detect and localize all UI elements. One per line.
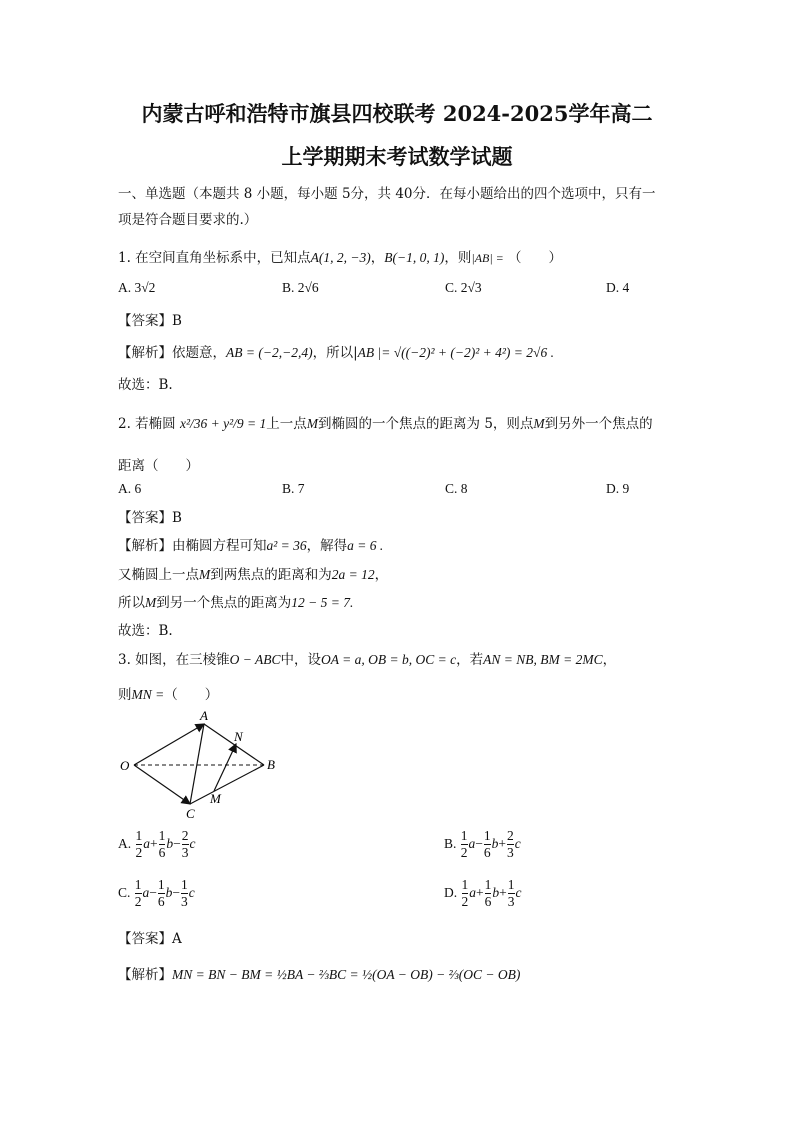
frac xyxy=(462,878,469,909)
q2-text3: 到另外一个焦点的 xyxy=(544,416,653,432)
num: 1 xyxy=(158,828,166,843)
vec-c: c xyxy=(189,835,196,851)
q2-answer: 【答案】B xyxy=(118,510,182,526)
vec-a: a xyxy=(469,884,476,900)
vec-c: c xyxy=(514,835,521,851)
q3-opt-b-label: B. xyxy=(444,835,457,851)
q2-a1b: ，解得 xyxy=(306,538,348,554)
vec-c: c xyxy=(188,884,195,900)
den: 3 xyxy=(181,845,189,861)
vec-b: b xyxy=(491,835,499,851)
q1-analysis xyxy=(118,341,554,361)
q2-prefix: 2. 若椭圆 xyxy=(118,416,176,432)
den: 2 xyxy=(460,845,468,861)
q2-analysis-label: 【解析】 xyxy=(118,538,172,554)
frac xyxy=(181,878,188,909)
edge-cb xyxy=(190,765,264,804)
q2-a1-math: a² = 36 xyxy=(266,538,307,553)
label-c: C xyxy=(186,806,195,821)
q1-opt-c-label: C. xyxy=(445,280,458,295)
q3-text2: ，若 xyxy=(456,652,484,668)
q3-option-a xyxy=(118,829,196,860)
frac xyxy=(158,878,165,909)
q1-option-c xyxy=(445,280,482,296)
den: 6 xyxy=(158,845,166,861)
num: 1 xyxy=(461,877,469,892)
q1-point-a: A(1, 2, −3) xyxy=(310,250,371,265)
label-o: O xyxy=(120,758,130,773)
q1-opt-a-text: 3√2 xyxy=(134,280,156,295)
op: + xyxy=(476,884,484,900)
frac xyxy=(507,829,514,860)
q3-stem-cont xyxy=(118,683,218,703)
paper-title-line1: 内蒙古呼和浩特市旗县四校联考 2024-2025学年高二 xyxy=(141,101,653,126)
op: + xyxy=(499,884,507,900)
vec-b: b xyxy=(492,884,500,900)
q3-analysis-eq: MN = BN − BM = ½BA − ⅔BC = ½(OA − OB) − ⅔(OC − OB) xyxy=(172,967,521,982)
edge-oa xyxy=(134,724,204,765)
num: 1 xyxy=(181,877,188,892)
q2-a2-math: 2a = 12 xyxy=(331,567,375,582)
q2-a2c: ， xyxy=(374,567,389,583)
label-m: M xyxy=(210,791,221,806)
q1-analysis-vec: AB = (−2,−2,4) xyxy=(226,345,313,360)
q1-analysis-label: 【解析】 xyxy=(118,345,172,361)
op: − xyxy=(475,835,483,851)
q1-option-d: D. 4 xyxy=(606,280,630,295)
num: 1 xyxy=(484,877,492,892)
q1-conclusion: 故选：B. xyxy=(118,377,173,393)
section-header-cont: 项是符合题目要求的.） xyxy=(118,212,258,228)
vector-mn xyxy=(214,744,236,791)
frac xyxy=(182,829,189,860)
q1-answer: 【答案】B xyxy=(118,313,182,329)
q3-text1: 中，设 xyxy=(280,652,322,668)
q3-cond: AN = NB, BM = 2MC xyxy=(483,652,603,667)
q2-ellipse-eq: x²/36 + y²/9 = 1 xyxy=(179,416,267,431)
q3-text3: ， xyxy=(602,652,617,668)
q2-text2: 到椭圆的一个焦点的距离为 5，则点 xyxy=(318,416,534,432)
q3-opt-a-label: A. xyxy=(118,835,132,851)
op: + xyxy=(498,835,507,851)
q2-point-m: M xyxy=(306,416,319,431)
vec-a: a xyxy=(143,835,150,851)
num: 2 xyxy=(181,828,189,843)
edge-oc xyxy=(134,765,190,804)
den: 2 xyxy=(134,894,142,910)
q3-opt-c-label: C. xyxy=(118,884,131,900)
q2-a1c: a = 6 . xyxy=(347,538,384,553)
q1-sep: ， xyxy=(370,250,385,266)
op: − xyxy=(149,884,157,900)
q2-option-b: B. 7 xyxy=(282,481,305,496)
q2-analysis-1 xyxy=(118,534,383,554)
q1-option-b xyxy=(282,280,319,296)
tetrahedron-figure xyxy=(112,708,292,823)
q2-a3: 所以 xyxy=(118,595,145,611)
question-3-stem xyxy=(118,648,616,668)
frac xyxy=(461,829,468,860)
q2-option-d: D. 9 xyxy=(606,481,630,496)
section-header: 一、单选题（本题共 8 小题，每小题 5分，共 40分．在每小题给出的四个选项中，只有一 xyxy=(118,186,656,202)
q3-vecs: OA = a, OB = b, OC = c xyxy=(321,652,457,667)
q3-prefix: 3. 如图，在三棱锥 xyxy=(118,652,230,668)
q1-ask: ，则 xyxy=(444,250,472,266)
q1-opt-b-text: 2√6 xyxy=(297,280,319,295)
num: 1 xyxy=(135,828,143,843)
q2-a2b: 到两焦点的距离和为 xyxy=(210,567,332,583)
q2-a3-m: M xyxy=(145,595,157,610)
label-a: A xyxy=(200,708,208,723)
den: 3 xyxy=(507,894,515,910)
den: 2 xyxy=(135,845,143,861)
q2-a2-m: M xyxy=(199,567,211,582)
frac xyxy=(136,829,143,860)
vec-b: b xyxy=(165,884,173,900)
vec-a: a xyxy=(142,884,150,900)
label-b: B xyxy=(267,757,275,772)
q2-point-m-2: M xyxy=(533,416,545,431)
q1-opt-c-text: 2√3 xyxy=(460,280,482,295)
q3-tet: O − ABC xyxy=(229,652,281,667)
q2-option-c: C. 8 xyxy=(445,481,468,496)
frac xyxy=(508,878,515,909)
edge-ac xyxy=(190,724,204,804)
q1-analysis-text: 依题意， xyxy=(172,345,226,361)
frac xyxy=(159,829,166,860)
q1-prefix: 1. 在空间直角坐标系中，已知点 xyxy=(118,250,311,266)
q3-analysis-label: 【解析】 xyxy=(118,967,172,983)
vec-b: b xyxy=(166,835,174,851)
frac xyxy=(135,878,142,909)
q3-line2a: 则 xyxy=(118,687,132,703)
q3-answer: 【答案】A xyxy=(118,931,182,947)
q1-abs-ab: |AB| = xyxy=(471,251,504,265)
q2-a2: 又椭圆上一点 xyxy=(118,567,199,583)
den: 2 xyxy=(461,894,469,910)
q3-option-c xyxy=(118,878,195,909)
den: 6 xyxy=(157,894,165,910)
op: − xyxy=(172,884,181,900)
den: 6 xyxy=(484,894,492,910)
op: − xyxy=(173,835,181,851)
num: 1 xyxy=(157,877,165,892)
num: 1 xyxy=(483,828,491,843)
q2-a3b: 到另一个焦点的距离为 xyxy=(156,595,292,611)
q3-option-b xyxy=(444,829,521,860)
q2-stem-cont: 距离（ ） xyxy=(118,458,199,474)
q1-paren: （ ） xyxy=(508,250,563,266)
q2-analysis-2 xyxy=(118,563,388,583)
q3-option-d xyxy=(444,878,522,909)
q1-analysis-mid: ，所以| xyxy=(312,345,358,361)
q3-opt-d-label: D. xyxy=(444,884,458,900)
q1-opt-b-label: B. xyxy=(282,280,295,295)
q1-option-a xyxy=(118,280,155,296)
q2-option-a: A. 6 xyxy=(118,481,142,496)
q1-opt-a-label: A. xyxy=(118,280,132,295)
den: 3 xyxy=(507,845,514,861)
paper-title-line2: 上学期期末考试数学试题 xyxy=(281,144,513,169)
num: 1 xyxy=(134,877,142,892)
q3-paren: （ ） xyxy=(164,687,219,703)
op: + xyxy=(150,835,158,851)
num: 2 xyxy=(507,828,514,843)
q3-analysis xyxy=(118,963,520,983)
q1-point-b: B(−1, 0, 1) xyxy=(384,250,445,265)
den: 6 xyxy=(483,845,491,861)
q2-analysis-3 xyxy=(118,591,353,611)
vec-a: a xyxy=(468,835,476,851)
question-1-stem xyxy=(118,246,562,266)
q2-a1: 由椭圆方程可知 xyxy=(172,538,267,554)
label-n: N xyxy=(234,729,243,744)
vec-c: c xyxy=(515,884,522,900)
frac xyxy=(485,878,492,909)
den: 3 xyxy=(181,894,188,910)
num: 1 xyxy=(460,828,468,843)
frac xyxy=(484,829,491,860)
q2-a3-math: 12 − 5 = 7. xyxy=(291,595,354,610)
num: 1 xyxy=(507,877,515,892)
q3-mn: MN = xyxy=(131,687,165,702)
q1-analysis-res: AB |= √((−2)² + (−2)² + 4²) = 2√6 . xyxy=(357,345,554,360)
q2-conclusion: 故选：B. xyxy=(118,623,173,639)
q2-text1: 上一点 xyxy=(266,416,307,432)
question-2-stem xyxy=(118,412,653,432)
